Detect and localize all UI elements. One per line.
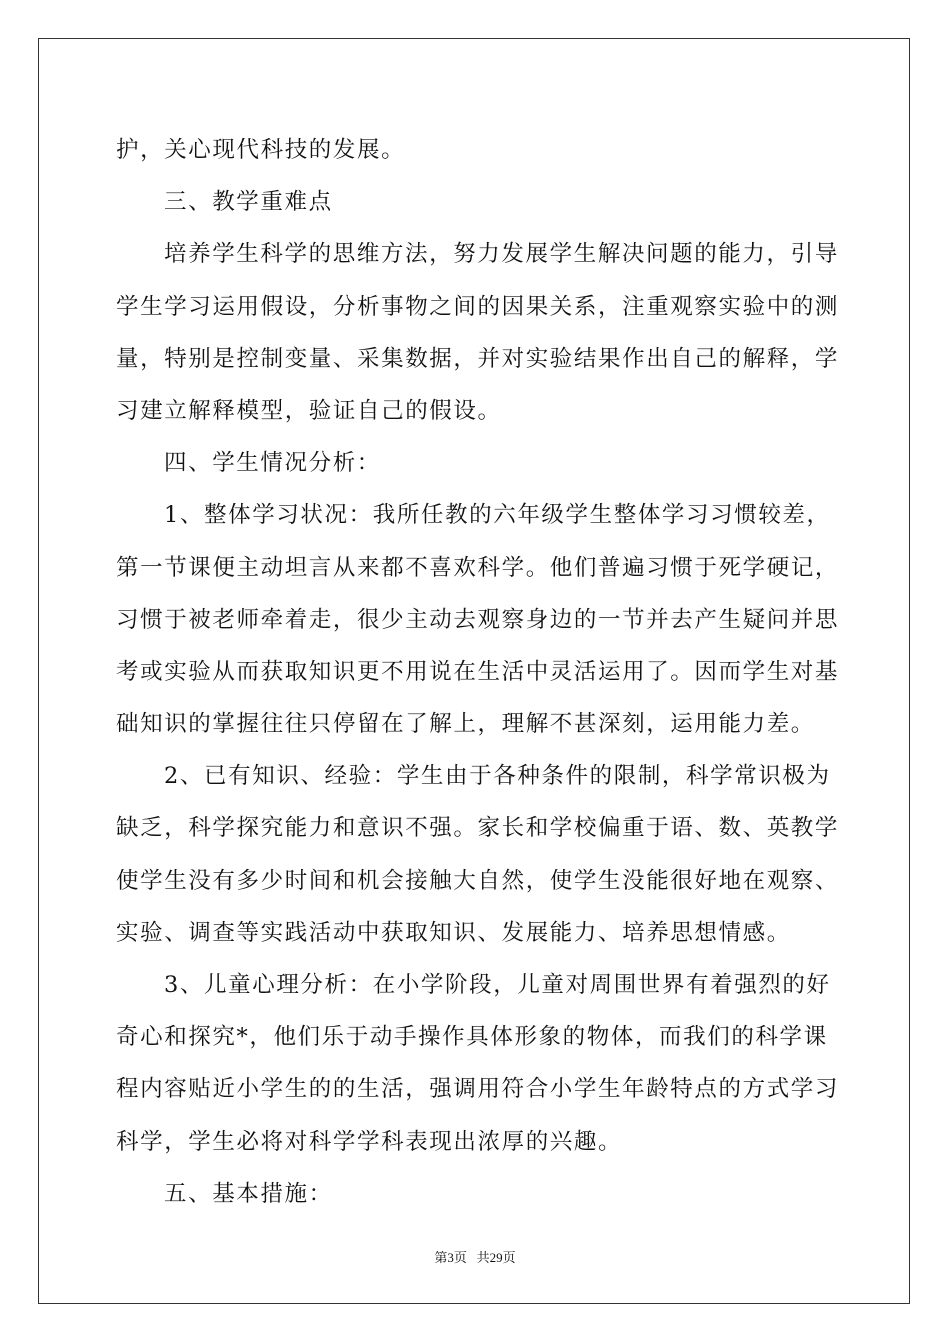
text-line: 程内容贴近小学生的的生活，强调用符合小学生年龄特点的方式学习	[116, 1076, 840, 1103]
text-line: 第一节课便主动坦言从来都不喜欢科学。他们普遍习惯于死学硬记，	[116, 554, 840, 581]
page-number: 第3页	[434, 1250, 467, 1265]
text-line: 习惯于被老师牵着走，很少主动去观察身边的一节并去产生疑问并思	[116, 606, 840, 633]
text-line: 习建立解释模型，验证自己的假设。	[116, 397, 502, 424]
text-line: 3、儿童心理分析：在小学阶段，儿童对周围世界有着强烈的好	[164, 972, 831, 998]
text-line: 缺乏，科学探究能力和意识不强。家长和学校偏重于语、数、英教学	[116, 815, 840, 842]
text-line: 2、已有知识、经验：学生由于各种条件的限制，科学常识极为	[164, 763, 831, 790]
section-heading: 四、学生情况分析：	[164, 450, 381, 477]
text-line: 考或实验从而获取知识更不用说在生活中灵活运用了。因而学生对基	[116, 658, 840, 685]
text-line: 1、整体学习状况：我所任教的六年级学生整体学习习惯较差，	[164, 502, 831, 529]
document-body	[116, 124, 840, 1220]
text-line: 科学，学生必将对科学学科表现出浓厚的兴趣。	[116, 1128, 623, 1155]
section-heading: 三、教学重难点	[164, 189, 333, 216]
text-line: 培养学生科学的思维方法，努力发展学生解决问题的能力，引导	[164, 241, 839, 268]
page-footer	[0, 1247, 950, 1266]
text-line: 奇心和探究*，他们乐于动手操作具体形象的物体，而我们的科学课	[116, 1024, 828, 1051]
text-line: 础知识的掌握往往只停留在了解上，理解不甚深刻，运用能力差。	[116, 711, 815, 738]
text-line: 量，特别是控制变量、采集数据，并对实验结果作出自己的解释，学	[116, 345, 840, 372]
page-total: 共29页	[476, 1250, 516, 1265]
text-line: 学生学习运用假设，分析事物之间的因果关系，注重观察实验中的测	[116, 293, 840, 320]
text-line: 使学生没有多少时间和机会接触大自然，使学生没能很好地在观察、	[116, 867, 840, 894]
text-line: 护，关心现代科技的发展。	[116, 137, 406, 163]
text-line: 实验、调查等实践活动中获取知识、发展能力、培养思想情感。	[116, 919, 791, 946]
section-heading: 五、基本措施：	[164, 1180, 333, 1207]
